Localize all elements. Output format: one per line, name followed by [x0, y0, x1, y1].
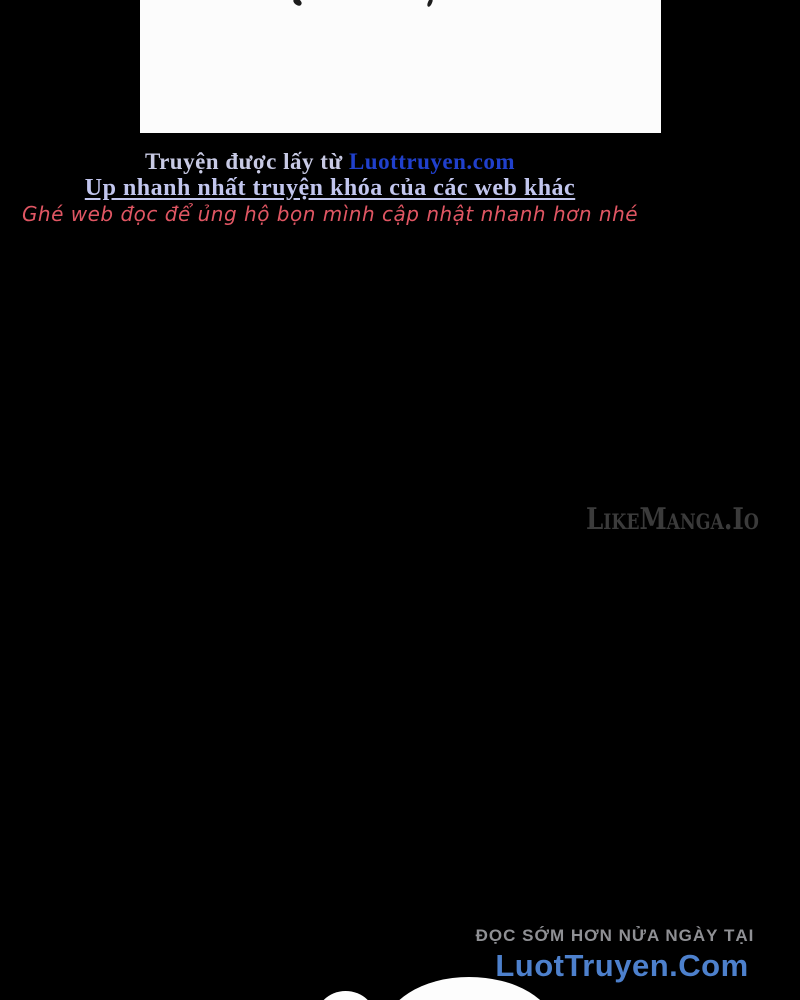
credit-source-site-link: Luottruyen.com [348, 149, 516, 174]
cutoff-glyph-mark [292, 0, 303, 7]
cutoff-glyph-mark [426, 0, 433, 7]
credit-note-line: Ghé web đọc để ủng hộ bọn mình cập nhật nhanh hơn nhé [21, 202, 639, 226]
credit-source-prefix: Truyện được lấy từ [144, 149, 349, 174]
blank-comic-panel [140, 0, 661, 133]
credit-source-line [0, 148, 660, 176]
footer-tagline: ĐỌC SỚM HƠN NỬA NGÀY TẠI [475, 926, 755, 945]
credit-claim-line: Up nhanh nhất truyện khóa của các web khác [84, 175, 576, 201]
footer-site-name: LuotTruyen.Com [495, 948, 749, 983]
translator-credits [0, 148, 660, 226]
site-watermark: LikeManga.Io [586, 502, 759, 537]
bottom-white-shape-small [315, 991, 376, 1000]
footer-branding [450, 925, 780, 984]
